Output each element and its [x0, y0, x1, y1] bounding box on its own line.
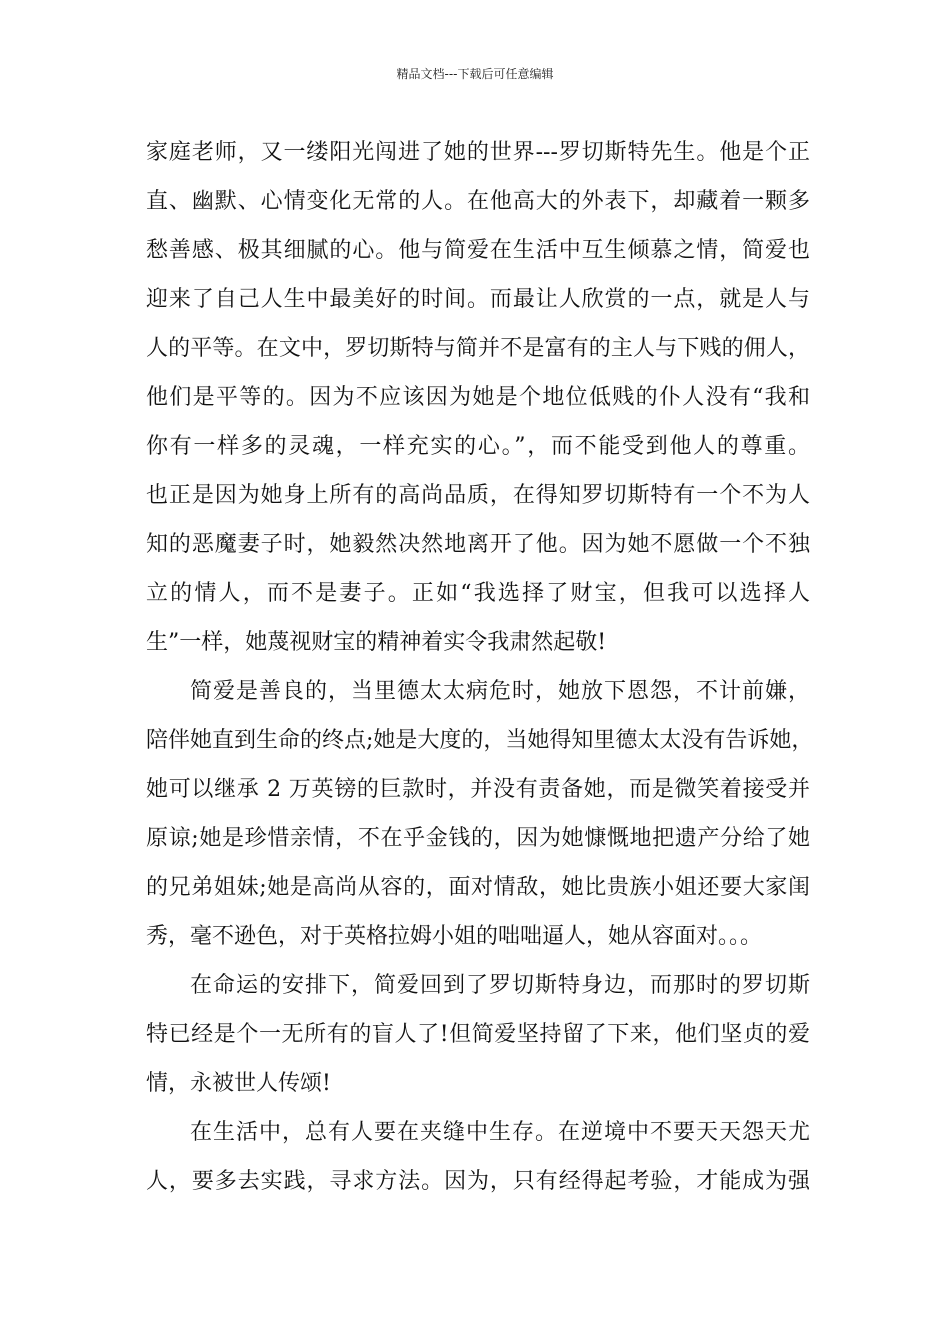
text-line: 你有一样多的灵魂，一样充实的心。”，而不能受到他人的尊重。: [146, 434, 810, 459]
text-line: 家庭老师，又一缕阳光闯进了她的世界---罗切斯特先生。他是个正: [146, 140, 810, 165]
page-header: 精品文档---下载后可任意编辑: [396, 67, 554, 81]
text-line: 他们是平等的。因为不应该因为她是个地位低贱的仆人没有“我和: [146, 385, 810, 410]
text-line: 人，要多去实践，寻求方法。因为，只有经得起考验，才能成为强: [146, 1169, 810, 1194]
text-line: 情，永被世人传颂!: [146, 1071, 331, 1096]
text-line: 生”一样，她蔑视财宝的精神着实令我肃然起敬!: [146, 630, 607, 655]
text-line: 在命运的安排下，简爱回到了罗切斯特身边，而那时的罗切斯: [190, 973, 810, 998]
text-line: 立的情人，而不是妻子。正如“我选择了财宝，但我可以选择人: [146, 581, 810, 606]
text-line: 特已经是个一无所有的盲人了!但简爱坚持留了下来，他们坚贞的爱: [146, 1022, 810, 1047]
text-line: 人的平等。在文中，罗切斯特与简并不是富有的主人与下贱的佣人，: [146, 336, 810, 361]
document-body: [146, 128, 814, 1206]
text-line: 秀，毫不逊色，对于英格拉姆小姐的咄咄逼人，她从容面对。。。: [146, 924, 763, 949]
text-line: 迎来了自己人生中最美好的时间。而最让人欣赏的一点，就是人与: [146, 287, 810, 312]
text-line: 简爱是善良的，当里德太太病危时，她放下恩怨，不计前嫌，: [190, 679, 810, 704]
text-line: 也正是因为她身上所有的高尚品质，在得知罗切斯特有一个不为人: [146, 483, 810, 508]
text-line: 原谅;她是珍惜亲情，不在乎金钱的，因为她慷慨地把遗产分给了她: [146, 826, 810, 851]
text-line: 知的恶魔妻子时，她毅然决然地离开了他。因为她不愿做一个不独: [146, 532, 810, 557]
text-line: 陪伴她直到生命的终点;她是大度的，当她得知里德太太没有告诉她，: [146, 728, 814, 753]
text-line: 直、幽默、心情变化无常的人。在他高大的外表下，却藏着一颗多: [146, 189, 810, 214]
text-line: 的兄弟姐妹;她是高尚从容的，面对情敌，她比贵族小姐还要大家闺: [146, 875, 810, 900]
text-line: 她可以继承 2 万英镑的巨款时，并没有责备她，而是微笑着接受并: [146, 777, 810, 802]
text-line: 在生活中，总有人要在夹缝中生存。在逆境中不要天天怨天尤: [190, 1120, 810, 1145]
text-line: 愁善感、极其细腻的心。他与简爱在生活中互生倾慕之情，简爱也: [146, 238, 810, 263]
